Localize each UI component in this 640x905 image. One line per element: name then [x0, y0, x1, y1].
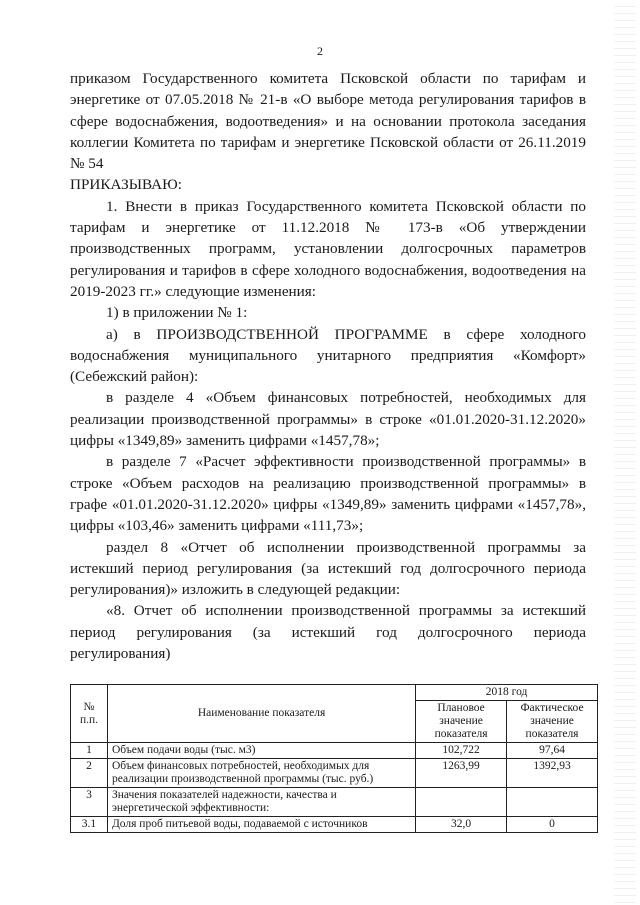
paragraph-subitem-a: а) в ПРОИЗВОДСТВЕННОЙ ПРОГРАММЕ в сфере холодного водоснабжения муниципального унитарного предприятия «Комфорт» (Себежский район): — [70, 325, 586, 386]
row-fact: 0 — [507, 817, 598, 833]
row-name: Объем финансовых потребностей, необходимых для реализации производственной программы (тыс. руб.) — [107, 759, 415, 788]
paragraph-report-title: «8. Отчет об исполнении производственной программы за истекший период регулирования (за истекший год долгосрочного периода регулирования) — [70, 602, 586, 663]
table-row — [71, 759, 598, 788]
table-header-row — [71, 685, 598, 701]
row-name: Объем подачи воды (тыс. м3) — [107, 743, 415, 759]
document-body — [70, 68, 586, 664]
header-name: Наименование показателя — [107, 685, 415, 743]
paragraph-section-4: в разделе 4 «Объем финансовых потребностей, необходимых для реализации производственной программы» в строке «01.01.2020-31.12.2020» цифры «1349,89» заменить цифрами «1457,78»; — [70, 389, 586, 450]
row-plan: 102,722 — [416, 743, 507, 759]
row-fact: 97,64 — [507, 743, 598, 759]
header-year: 2018 год — [416, 685, 598, 701]
header-plan: Плановое значение показателя — [416, 701, 507, 743]
paragraph-preamble: приказом Государственного комитета Псковской области по тарифам и энергетике от 07.05.2018 № 21-в «О выборе метода регулирования тарифов в сфере водоснабжения, водоотведения» и на основании протокола заседания коллегии Комитета по тарифам и энергетике Псковской области от 26.11.2019 № 54 — [70, 70, 586, 173]
row-name: Значения показателей надежности, качества и энергетической эффективности: — [107, 788, 415, 817]
row-fact — [507, 788, 598, 817]
row-plan: 1263,99 — [416, 759, 507, 788]
paragraph-subitem-1: 1) в приложении № 1: — [106, 304, 248, 322]
row-name: Доля проб питьевой воды, подаваемой с источников — [107, 817, 415, 833]
paragraph-item-1: 1. Внести в приказ Государственного комитета Псковской области по тарифам и энергетике от 11.12.2018 № 173-в «Об утверждении производственных программ, установлении долгосрочных параметров регулирования и тарифов в сфере холодного водоснабжения, водоотведения на 2019-2023 гг.» следующие изменения: — [70, 197, 586, 300]
row-num: 1 — [71, 743, 108, 759]
row-num: 3 — [71, 788, 108, 817]
paragraph-order-word: ПРИКАЗЫВАЮ: — [70, 176, 182, 194]
table-row — [71, 743, 598, 759]
paragraph-section-8: раздел 8 «Отчет об исполнении производственной программы за истекший период регулирования (за истекший год долгосрочного периода регулирования)» изложить в следующей редакции: — [70, 538, 586, 599]
report-table — [70, 684, 598, 833]
row-num: 2 — [71, 759, 108, 788]
row-num: 3.1 — [71, 817, 108, 833]
scan-edge-artifact — [614, 0, 636, 905]
table-row — [71, 788, 598, 817]
row-fact: 1392,93 — [507, 759, 598, 788]
row-plan — [416, 788, 507, 817]
table-row — [71, 817, 598, 833]
paragraph-section-7: в разделе 7 «Расчет эффективности производственной программы» в строке «Объем расходов на реализацию производственной программы» в графе «01.01.2020-31.12.2020» цифры «1349,89» заменить цифрами «1457,78», цифры «103,46» заменить цифрами «111,73»; — [70, 453, 586, 535]
row-plan: 32,0 — [416, 817, 507, 833]
header-num: № п.п. — [71, 685, 108, 743]
header-fact: Фактическое значение показателя — [507, 701, 598, 743]
page-number: 2 — [317, 44, 323, 58]
